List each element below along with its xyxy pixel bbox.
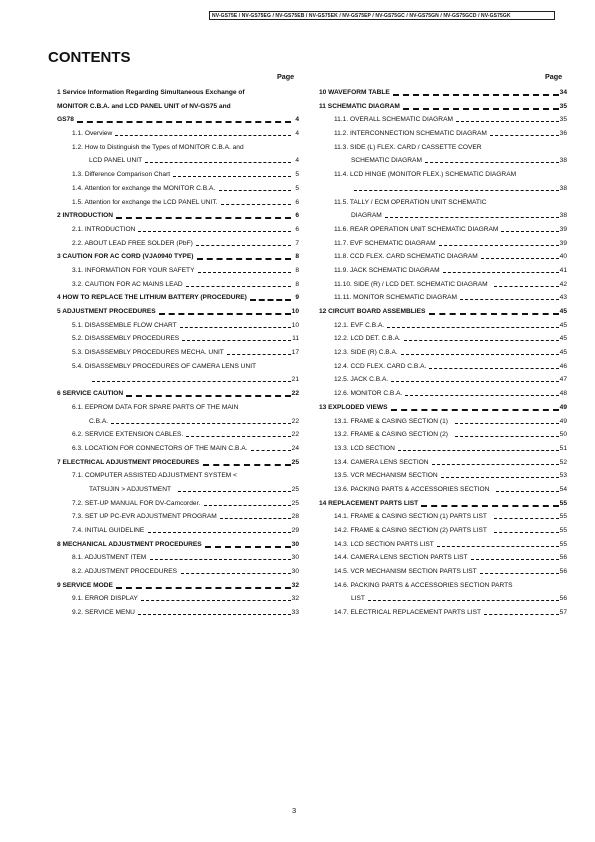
toc-entry-page: 55 bbox=[559, 510, 567, 524]
toc-entry-title: 7.3. SET UP PC-EVR ADJUSTMENT PROGRAM bbox=[72, 513, 217, 521]
toc-entry[interactable] bbox=[319, 469, 567, 483]
dot-leader bbox=[354, 190, 559, 191]
toc-entry-page: 6 bbox=[294, 209, 299, 223]
dot-leader bbox=[111, 423, 291, 424]
toc-entry-page: 54 bbox=[559, 483, 567, 497]
toc-entry-page: 34 bbox=[559, 86, 567, 100]
dot-leader bbox=[401, 354, 559, 355]
dot-leader bbox=[173, 176, 291, 177]
toc-entry-page: 55 bbox=[559, 497, 567, 511]
toc-entry[interactable] bbox=[57, 250, 299, 264]
toc-entry-page: 39 bbox=[559, 223, 567, 237]
toc-entry-page: 4 bbox=[294, 113, 299, 127]
dot-leader bbox=[494, 518, 559, 519]
toc-entry[interactable] bbox=[319, 182, 567, 196]
toc-entry-title: 6.2. SERVICE EXTENSION CABLES. bbox=[72, 431, 184, 439]
toc-entry-page: 5 bbox=[294, 182, 299, 196]
toc-entry-title: 11.5. TALLY / ECM OPERATION UNIT SCHEMATIC bbox=[334, 198, 487, 206]
toc-entry[interactable] bbox=[319, 428, 567, 442]
dot-leader bbox=[471, 559, 559, 560]
dot-leader bbox=[221, 204, 291, 205]
toc-entry-page: 4 bbox=[294, 127, 299, 141]
toc-entry[interactable] bbox=[319, 606, 567, 620]
toc-entry-page: 33 bbox=[291, 606, 299, 620]
toc-entry[interactable] bbox=[319, 360, 567, 374]
page-title: CONTENTS bbox=[48, 49, 131, 66]
dot-leader bbox=[456, 121, 559, 122]
toc-entry-title: C.B.A. bbox=[89, 417, 109, 425]
toc-entry-page: 49 bbox=[559, 401, 567, 415]
toc-entry-page: 25 bbox=[291, 483, 299, 497]
toc-entry[interactable] bbox=[319, 113, 567, 127]
toc-entry-page: 56 bbox=[559, 551, 567, 565]
toc-entry[interactable] bbox=[319, 127, 567, 141]
dot-leader bbox=[393, 94, 559, 96]
toc-entry-page: 35 bbox=[559, 100, 567, 114]
toc-entry-title: 12.5. JACK C.B.A. bbox=[334, 376, 389, 384]
dot-leader bbox=[77, 121, 291, 123]
toc-entry-title: 11.2. INTERCONNECTION SCHEMATIC DIAGRAM bbox=[334, 130, 487, 138]
toc-entry[interactable] bbox=[57, 428, 299, 442]
toc-entry[interactable] bbox=[57, 223, 299, 237]
toc-entry-title: MONITOR C.B.A. and LCD PANEL UNIT of NV-GS75 and bbox=[57, 102, 231, 110]
toc-entry-page: 57 bbox=[559, 606, 567, 620]
dot-leader bbox=[251, 450, 291, 451]
toc-entry-page: 55 bbox=[559, 538, 567, 552]
toc-entry[interactable] bbox=[319, 209, 567, 223]
toc-entry-page: 45 bbox=[559, 319, 567, 333]
dot-leader bbox=[219, 190, 291, 191]
toc-entry-title: 6 SERVICE CAUTION bbox=[57, 390, 124, 398]
toc-entry[interactable] bbox=[57, 456, 299, 470]
toc-entry-page: 8 bbox=[294, 278, 299, 292]
toc-entry-title: 1.3. Difference Comparison Chart bbox=[72, 171, 171, 179]
toc-entry-title: 11.10. SIDE (R) / LCD DET. SCHEMATIC DIAGRAM bbox=[334, 280, 488, 288]
toc-entry-title: LIST bbox=[351, 595, 365, 603]
toc-entry[interactable] bbox=[57, 264, 299, 278]
toc-entry[interactable] bbox=[319, 319, 567, 333]
dot-leader bbox=[439, 245, 559, 246]
dot-leader bbox=[385, 217, 559, 218]
dot-leader bbox=[429, 313, 559, 315]
toc-entry[interactable] bbox=[57, 168, 299, 182]
toc-entry-title: 14.5. VCR MECHANISM SECTION PARTS LIST bbox=[334, 568, 477, 576]
toc-entry-page: 46 bbox=[559, 360, 567, 374]
toc-entry[interactable] bbox=[57, 291, 299, 305]
toc-entry-title: 9.2. SERVICE MENU bbox=[72, 609, 135, 617]
dot-leader bbox=[429, 368, 559, 369]
dot-leader bbox=[391, 409, 559, 411]
toc-entry[interactable] bbox=[319, 278, 567, 292]
toc-entry[interactable] bbox=[57, 551, 299, 565]
toc-entry-title: 2.1. INTRODUCTION bbox=[72, 225, 136, 233]
toc-entry-title: 13 EXPLODED VIEWS bbox=[319, 403, 388, 411]
dot-leader bbox=[126, 395, 291, 397]
toc-entry-title: 13.1. FRAME & CASING SECTION (1) bbox=[334, 417, 448, 425]
toc-entry[interactable] bbox=[319, 565, 567, 579]
toc-entry-page: 45 bbox=[559, 346, 567, 360]
toc-entry-title: SCHEMATIC DIAGRAM bbox=[351, 157, 422, 165]
toc-entry-title: 1.5. Attention for exchange the LCD PANEL UNIT. bbox=[72, 198, 218, 206]
toc-entry-title: 14.4. CAMERA LENS SECTION PARTS LIST bbox=[334, 554, 468, 562]
dot-leader bbox=[198, 272, 291, 273]
toc-entry[interactable] bbox=[319, 579, 567, 593]
dot-leader bbox=[368, 600, 559, 601]
dot-leader bbox=[116, 217, 291, 219]
toc-entry[interactable] bbox=[319, 510, 567, 524]
toc-entry-title: 4 HOW TO REPLACE THE LITHIUM BATTERY (PROCEDURE) bbox=[57, 294, 247, 302]
toc-entry[interactable] bbox=[319, 551, 567, 565]
dot-leader bbox=[115, 135, 291, 136]
toc-entry[interactable] bbox=[57, 209, 299, 223]
toc-entry-title: 10 WAVEFORM TABLE bbox=[319, 89, 390, 96]
toc-entry[interactable] bbox=[319, 497, 567, 511]
toc-entry-page: 21 bbox=[291, 373, 299, 387]
toc-entry[interactable] bbox=[57, 86, 299, 100]
footer-page-number: 3 bbox=[292, 806, 297, 815]
toc-entry-title: 6.3. LOCATION FOR CONNECTORS OF THE MAIN C.B.A. bbox=[72, 444, 248, 452]
toc-entry[interactable] bbox=[57, 592, 299, 606]
toc-entry[interactable] bbox=[57, 127, 299, 141]
toc-entry-page: 11 bbox=[291, 332, 299, 346]
toc-entry-title: TATSUJIN > ADJUSTMENT bbox=[89, 485, 171, 493]
toc-entry[interactable] bbox=[57, 237, 299, 251]
dot-leader bbox=[138, 614, 291, 615]
dot-leader bbox=[116, 587, 291, 589]
toc-entry-title: LCD PANEL UNIT bbox=[89, 157, 143, 165]
toc-entry[interactable] bbox=[57, 319, 299, 333]
dot-leader bbox=[441, 477, 559, 478]
toc-entry-page: 49 bbox=[559, 415, 567, 429]
toc-left-column bbox=[57, 86, 299, 620]
toc-entry-title: 2.2. ABOUT LEAD FREE SOLDER (PbF) bbox=[72, 239, 193, 247]
toc-entry-title: 14.7. ELECTRICAL REPLACEMENT PARTS LIST bbox=[334, 609, 482, 617]
toc-entry-title: 13.4. CAMERA LENS SECTION bbox=[334, 458, 429, 466]
toc-entry-page: 45 bbox=[559, 305, 567, 319]
toc-entry-page: 45 bbox=[559, 332, 567, 346]
toc-entry[interactable] bbox=[319, 223, 567, 237]
dot-leader bbox=[432, 464, 559, 465]
toc-entry-title: 6.1. EEPROM DATA FOR SPARE PARTS OF THE MAIN bbox=[72, 403, 239, 411]
dot-leader bbox=[220, 518, 291, 519]
toc-entry[interactable] bbox=[57, 278, 299, 292]
toc-entry-page: 29 bbox=[291, 524, 299, 538]
toc-entry-title: 13.5. VCR MECHANISM SECTION bbox=[334, 472, 438, 480]
toc-entry-page: 42 bbox=[559, 278, 567, 292]
toc-entry-title: 11 SCHEMATIC DIAGRAM bbox=[319, 102, 400, 110]
toc-entry[interactable] bbox=[57, 442, 299, 456]
page-column-label-right: Page bbox=[545, 72, 563, 81]
toc-entry-page: 6 bbox=[294, 196, 299, 210]
toc-entry[interactable] bbox=[57, 182, 299, 196]
toc-entry-title: 12 CIRCUIT BOARD ASSEMBLIES bbox=[319, 308, 426, 315]
toc-entry-title: 12.3. SIDE (R) C.B.A. bbox=[334, 349, 398, 357]
dot-leader bbox=[181, 573, 291, 574]
toc-entry[interactable] bbox=[57, 469, 299, 483]
toc-entry[interactable] bbox=[319, 264, 567, 278]
toc-entry-title: 1.2. How to Distinguish the Types of MONITOR C.B.A. and bbox=[72, 143, 244, 151]
toc-entry-title: 9 SERVICE MODE bbox=[57, 581, 113, 589]
toc-entry[interactable] bbox=[57, 196, 299, 210]
toc-entry[interactable] bbox=[57, 510, 299, 524]
dot-leader bbox=[425, 162, 559, 163]
toc-entry[interactable] bbox=[57, 346, 299, 360]
dot-leader bbox=[148, 532, 291, 533]
dot-leader bbox=[494, 286, 559, 287]
dot-leader bbox=[180, 327, 291, 328]
dot-leader bbox=[141, 600, 291, 601]
toc-entry-title: 5.3. DISASSEMBLY PROCEDURES MECHA. UNIT bbox=[72, 349, 224, 357]
toc-entry-title: 5.1. DISASSEMBLE FLOW CHART bbox=[72, 321, 177, 329]
toc-entry-page: 43 bbox=[559, 291, 567, 305]
toc-entry[interactable] bbox=[319, 100, 567, 114]
toc-entry-page: 47 bbox=[559, 373, 567, 387]
toc-entry-title: 5 ADJUSTMENT PROCEDURES bbox=[57, 308, 156, 315]
toc-entry-page: 51 bbox=[559, 442, 567, 456]
toc-entry[interactable] bbox=[57, 141, 299, 155]
dot-leader bbox=[150, 559, 291, 560]
toc-entry[interactable] bbox=[57, 606, 299, 620]
toc-entry[interactable] bbox=[57, 332, 299, 346]
toc-entry-page: 22 bbox=[291, 387, 299, 401]
toc-entry-title: 8.2. ADJUSTMENT PROCEDURES bbox=[72, 568, 178, 576]
dot-leader bbox=[490, 135, 559, 136]
toc-entry-page: 8 bbox=[294, 250, 299, 264]
dot-leader bbox=[387, 327, 559, 328]
toc-entry-page: 36 bbox=[559, 127, 567, 141]
dot-leader bbox=[145, 162, 291, 163]
toc-entry-page: 39 bbox=[559, 237, 567, 251]
toc-entry-page: 41 bbox=[559, 264, 567, 278]
dot-leader bbox=[138, 231, 291, 232]
toc-entry-title: 7 ELECTRICAL ADJUSTMENT PROCEDURES bbox=[57, 458, 200, 466]
dot-leader bbox=[250, 299, 291, 301]
toc-entry[interactable] bbox=[319, 141, 567, 155]
toc-entry-title: 3 CAUTION FOR AC CORD (VJA0940 TYPE) bbox=[57, 253, 194, 261]
toc-entry-page: 53 bbox=[559, 469, 567, 483]
toc-entry[interactable] bbox=[319, 592, 567, 606]
toc-entry-page: 6 bbox=[294, 223, 299, 237]
dot-leader bbox=[484, 614, 559, 615]
dot-leader bbox=[197, 258, 291, 260]
toc-entry-title: 11.8. CCD FLEX. CARD SCHEMATIC DIAGRAM bbox=[334, 253, 478, 261]
toc-entry-title: 7.2. SET-UP MANUAL FOR DV-Camcorder. bbox=[72, 499, 201, 507]
dot-leader bbox=[203, 464, 292, 466]
toc-entry-page: 22 bbox=[291, 415, 299, 429]
toc-entry-title: 14 REPLACEMENT PARTS LIST bbox=[319, 499, 419, 507]
dot-leader bbox=[178, 491, 291, 492]
toc-entry-title: 14.6. PACKING PARTS & ACCESSORIES SECTION PARTS bbox=[334, 581, 513, 589]
toc-entry[interactable] bbox=[319, 346, 567, 360]
toc-entry-page: 35 bbox=[559, 113, 567, 127]
dot-leader bbox=[437, 546, 559, 547]
toc-entry-title: 1.4. Attention for exchange the MONITOR C.B.A. bbox=[72, 184, 216, 192]
toc-entry[interactable] bbox=[57, 524, 299, 538]
toc-entry[interactable] bbox=[57, 538, 299, 552]
toc-entry[interactable] bbox=[57, 565, 299, 579]
toc-entry-title: 1 Service Information Regarding Simultaneous Exchange of bbox=[57, 89, 245, 96]
toc-entry-page: 56 bbox=[559, 565, 567, 579]
toc-entry-title: 11.4. LCD HINGE (MONITOR FLEX.) SCHEMATIC DIAGRAM bbox=[334, 171, 517, 179]
toc-entry-page: 48 bbox=[559, 387, 567, 401]
toc-entry-title: 14.3. LCD SECTION PARTS LIST bbox=[334, 540, 434, 548]
toc-entry-title: 7.1. COMPUTER ASSISTED ADJUSTMENT SYSTEM < bbox=[72, 472, 237, 480]
toc-entry-title: 13.2. FRAME & CASING SECTION (2) bbox=[334, 431, 448, 439]
toc-entry-title: 12.4. CCD FLEX. CARD C.B.A. bbox=[334, 362, 427, 370]
toc-entry-page: 4 bbox=[294, 154, 299, 168]
toc-entry-page: 30 bbox=[291, 551, 299, 565]
dot-leader bbox=[405, 395, 559, 396]
toc-entry[interactable] bbox=[319, 401, 567, 415]
toc-entry[interactable] bbox=[319, 305, 567, 319]
toc-entry-page: 9 bbox=[294, 291, 299, 305]
dot-leader bbox=[205, 546, 291, 548]
toc-entry[interactable] bbox=[57, 579, 299, 593]
dot-leader bbox=[480, 573, 559, 574]
dot-leader bbox=[182, 340, 291, 341]
toc-entry[interactable] bbox=[319, 196, 567, 210]
dot-leader bbox=[227, 354, 291, 355]
dot-leader bbox=[455, 436, 559, 437]
toc-entry[interactable] bbox=[57, 100, 299, 114]
toc-entry-title: 11.9. JACK SCHEMATIC DIAGRAM bbox=[334, 266, 440, 274]
dot-leader bbox=[455, 423, 559, 424]
toc-entry[interactable] bbox=[319, 291, 567, 305]
toc-entry-page: 8 bbox=[294, 264, 299, 278]
model-header: NV-GS75E / NV-GS75EG / NV-GS75EB / NV-GS75EK / NV-GS75EP / NV-GS75GC / NV-GS75GN / NV-GS75GCD / NV-GS75GK bbox=[209, 11, 555, 20]
toc-entry[interactable] bbox=[319, 524, 567, 538]
toc-entry-title: 2 INTRODUCTION bbox=[57, 212, 114, 220]
toc-entry-title: 11.3. SIDE (L) FLEX. CARD / CASSETTE COVER bbox=[334, 143, 482, 151]
toc-entry[interactable] bbox=[319, 237, 567, 251]
toc-entry-title: 11.6. REAR OPERATION UNIT SCHEMATIC DIAGRAM bbox=[334, 225, 499, 233]
dot-leader bbox=[204, 505, 291, 506]
toc-entry-title: 14.1. FRAME & CASING SECTION (1) PARTS LIST bbox=[334, 513, 487, 521]
toc-entry-page: 32 bbox=[291, 592, 299, 606]
toc-entry-page: 56 bbox=[559, 592, 567, 606]
toc-entry-page: 10 bbox=[291, 305, 299, 319]
toc-entry-page: 52 bbox=[559, 456, 567, 470]
page-column-label-left: Page bbox=[277, 72, 295, 81]
toc-entry-title: 3.2. CAUTION FOR AC MAINS LEAD bbox=[72, 280, 183, 288]
toc-entry[interactable] bbox=[57, 305, 299, 319]
toc-entry-title: 13.6. PACKING PARTS & ACCESSORIES SECTION bbox=[334, 485, 490, 493]
toc-entry-title: 8.1. ADJUSTMENT ITEM bbox=[72, 554, 147, 562]
dot-leader bbox=[460, 299, 559, 300]
toc-entry-title: 5.4. DISASSEMBLY PROCEDURES OF CAMERA LENS UNIT bbox=[72, 362, 257, 370]
toc-entry-page: 50 bbox=[559, 428, 567, 442]
toc-entry[interactable] bbox=[57, 387, 299, 401]
dot-leader bbox=[92, 381, 291, 382]
toc-entry-page: 5 bbox=[294, 168, 299, 182]
dot-leader bbox=[421, 505, 559, 507]
toc-entry-page: 38 bbox=[559, 209, 567, 223]
toc-entry[interactable] bbox=[57, 360, 299, 374]
toc-entry-title: 1.1. Overview bbox=[72, 130, 113, 138]
toc-entry[interactable] bbox=[57, 497, 299, 511]
toc-entry[interactable] bbox=[319, 415, 567, 429]
toc-entry[interactable] bbox=[319, 456, 567, 470]
toc-entry-page: 32 bbox=[291, 579, 299, 593]
toc-entry-page: 7 bbox=[294, 237, 299, 251]
toc-entry-title: 8 MECHANICAL ADJUSTMENT PROCEDURES bbox=[57, 540, 202, 548]
toc-entry-title: 11.7. EVF SCHEMATIC DIAGRAM bbox=[334, 239, 436, 247]
toc-entry[interactable] bbox=[319, 250, 567, 264]
toc-entry-page: 28 bbox=[291, 510, 299, 524]
dot-leader bbox=[403, 108, 559, 110]
toc-entry[interactable] bbox=[319, 387, 567, 401]
toc-entry[interactable] bbox=[319, 86, 567, 100]
toc-entry[interactable] bbox=[57, 113, 299, 127]
toc-entry-page: 30 bbox=[291, 538, 299, 552]
toc-right-column bbox=[319, 86, 567, 620]
dot-leader bbox=[481, 258, 559, 259]
toc-entry-title: GS78 bbox=[57, 116, 74, 124]
toc-entry-page: 25 bbox=[291, 456, 299, 470]
toc-entry-page: 38 bbox=[559, 182, 567, 196]
dot-leader bbox=[391, 381, 559, 382]
toc-entry-page: 17 bbox=[291, 346, 299, 360]
toc-entry[interactable] bbox=[319, 168, 567, 182]
toc-entry-title: 11.11. MONITOR SCHEMATIC DIAGRAM bbox=[334, 294, 457, 302]
dot-leader bbox=[404, 340, 559, 341]
toc-entry-page: 55 bbox=[559, 524, 567, 538]
toc-entry-page: 10 bbox=[291, 319, 299, 333]
toc-entry-title: 12.2. LCD DET. C.B.A. bbox=[334, 335, 401, 343]
toc-entry[interactable] bbox=[57, 154, 299, 168]
toc-entry-title: 12.6. MONITOR C.B.A. bbox=[334, 390, 403, 398]
toc-entry[interactable] bbox=[57, 401, 299, 415]
toc-entry[interactable] bbox=[57, 483, 299, 497]
toc-entry[interactable] bbox=[319, 442, 567, 456]
dot-leader bbox=[159, 313, 291, 315]
toc-entry-page: 38 bbox=[559, 154, 567, 168]
toc-entry[interactable] bbox=[319, 483, 567, 497]
toc-entry-title: 3.1. INFORMATION FOR YOUR SAFETY bbox=[72, 266, 195, 274]
toc-entry-title: 14.2. FRAME & CASING SECTION (2) PARTS LIST bbox=[334, 527, 487, 534]
toc-entry-page: 40 bbox=[559, 250, 567, 264]
toc-entry[interactable] bbox=[319, 373, 567, 387]
dot-leader bbox=[186, 436, 291, 437]
dot-leader bbox=[494, 532, 559, 533]
toc-entry-title: 5.2. DISASSEMBLY PROCEDURES bbox=[72, 335, 180, 343]
dot-leader bbox=[398, 450, 559, 451]
dot-leader bbox=[196, 245, 291, 246]
toc-entry-page: 24 bbox=[291, 442, 299, 456]
toc-entry[interactable] bbox=[319, 154, 567, 168]
dot-leader bbox=[443, 272, 559, 273]
dot-leader bbox=[186, 286, 291, 287]
dot-leader bbox=[496, 491, 559, 492]
toc-entry-title: 9.1. ERROR DISPLAY bbox=[72, 595, 138, 603]
toc-entry[interactable] bbox=[57, 373, 299, 387]
toc-entry[interactable] bbox=[57, 415, 299, 429]
toc-entry-title: DIAGRAM bbox=[351, 212, 382, 220]
toc-entry[interactable] bbox=[319, 332, 567, 346]
toc-entry-title: 11.1. OVERALL SCHEMATIC DIAGRAM bbox=[334, 116, 453, 124]
toc-entry-page: 30 bbox=[291, 565, 299, 579]
dot-leader bbox=[501, 231, 559, 232]
toc-entry-title: 13.3. LCD SECTION bbox=[334, 444, 395, 452]
toc-entry-title: 12.1. EVF C.B.A. bbox=[334, 321, 385, 329]
toc-entry-page: 22 bbox=[291, 428, 299, 442]
toc-entry[interactable] bbox=[319, 538, 567, 552]
toc-entry-page: 25 bbox=[291, 497, 299, 511]
toc-entry-title: 7.4. INITIAL GUIDELINE bbox=[72, 527, 145, 534]
